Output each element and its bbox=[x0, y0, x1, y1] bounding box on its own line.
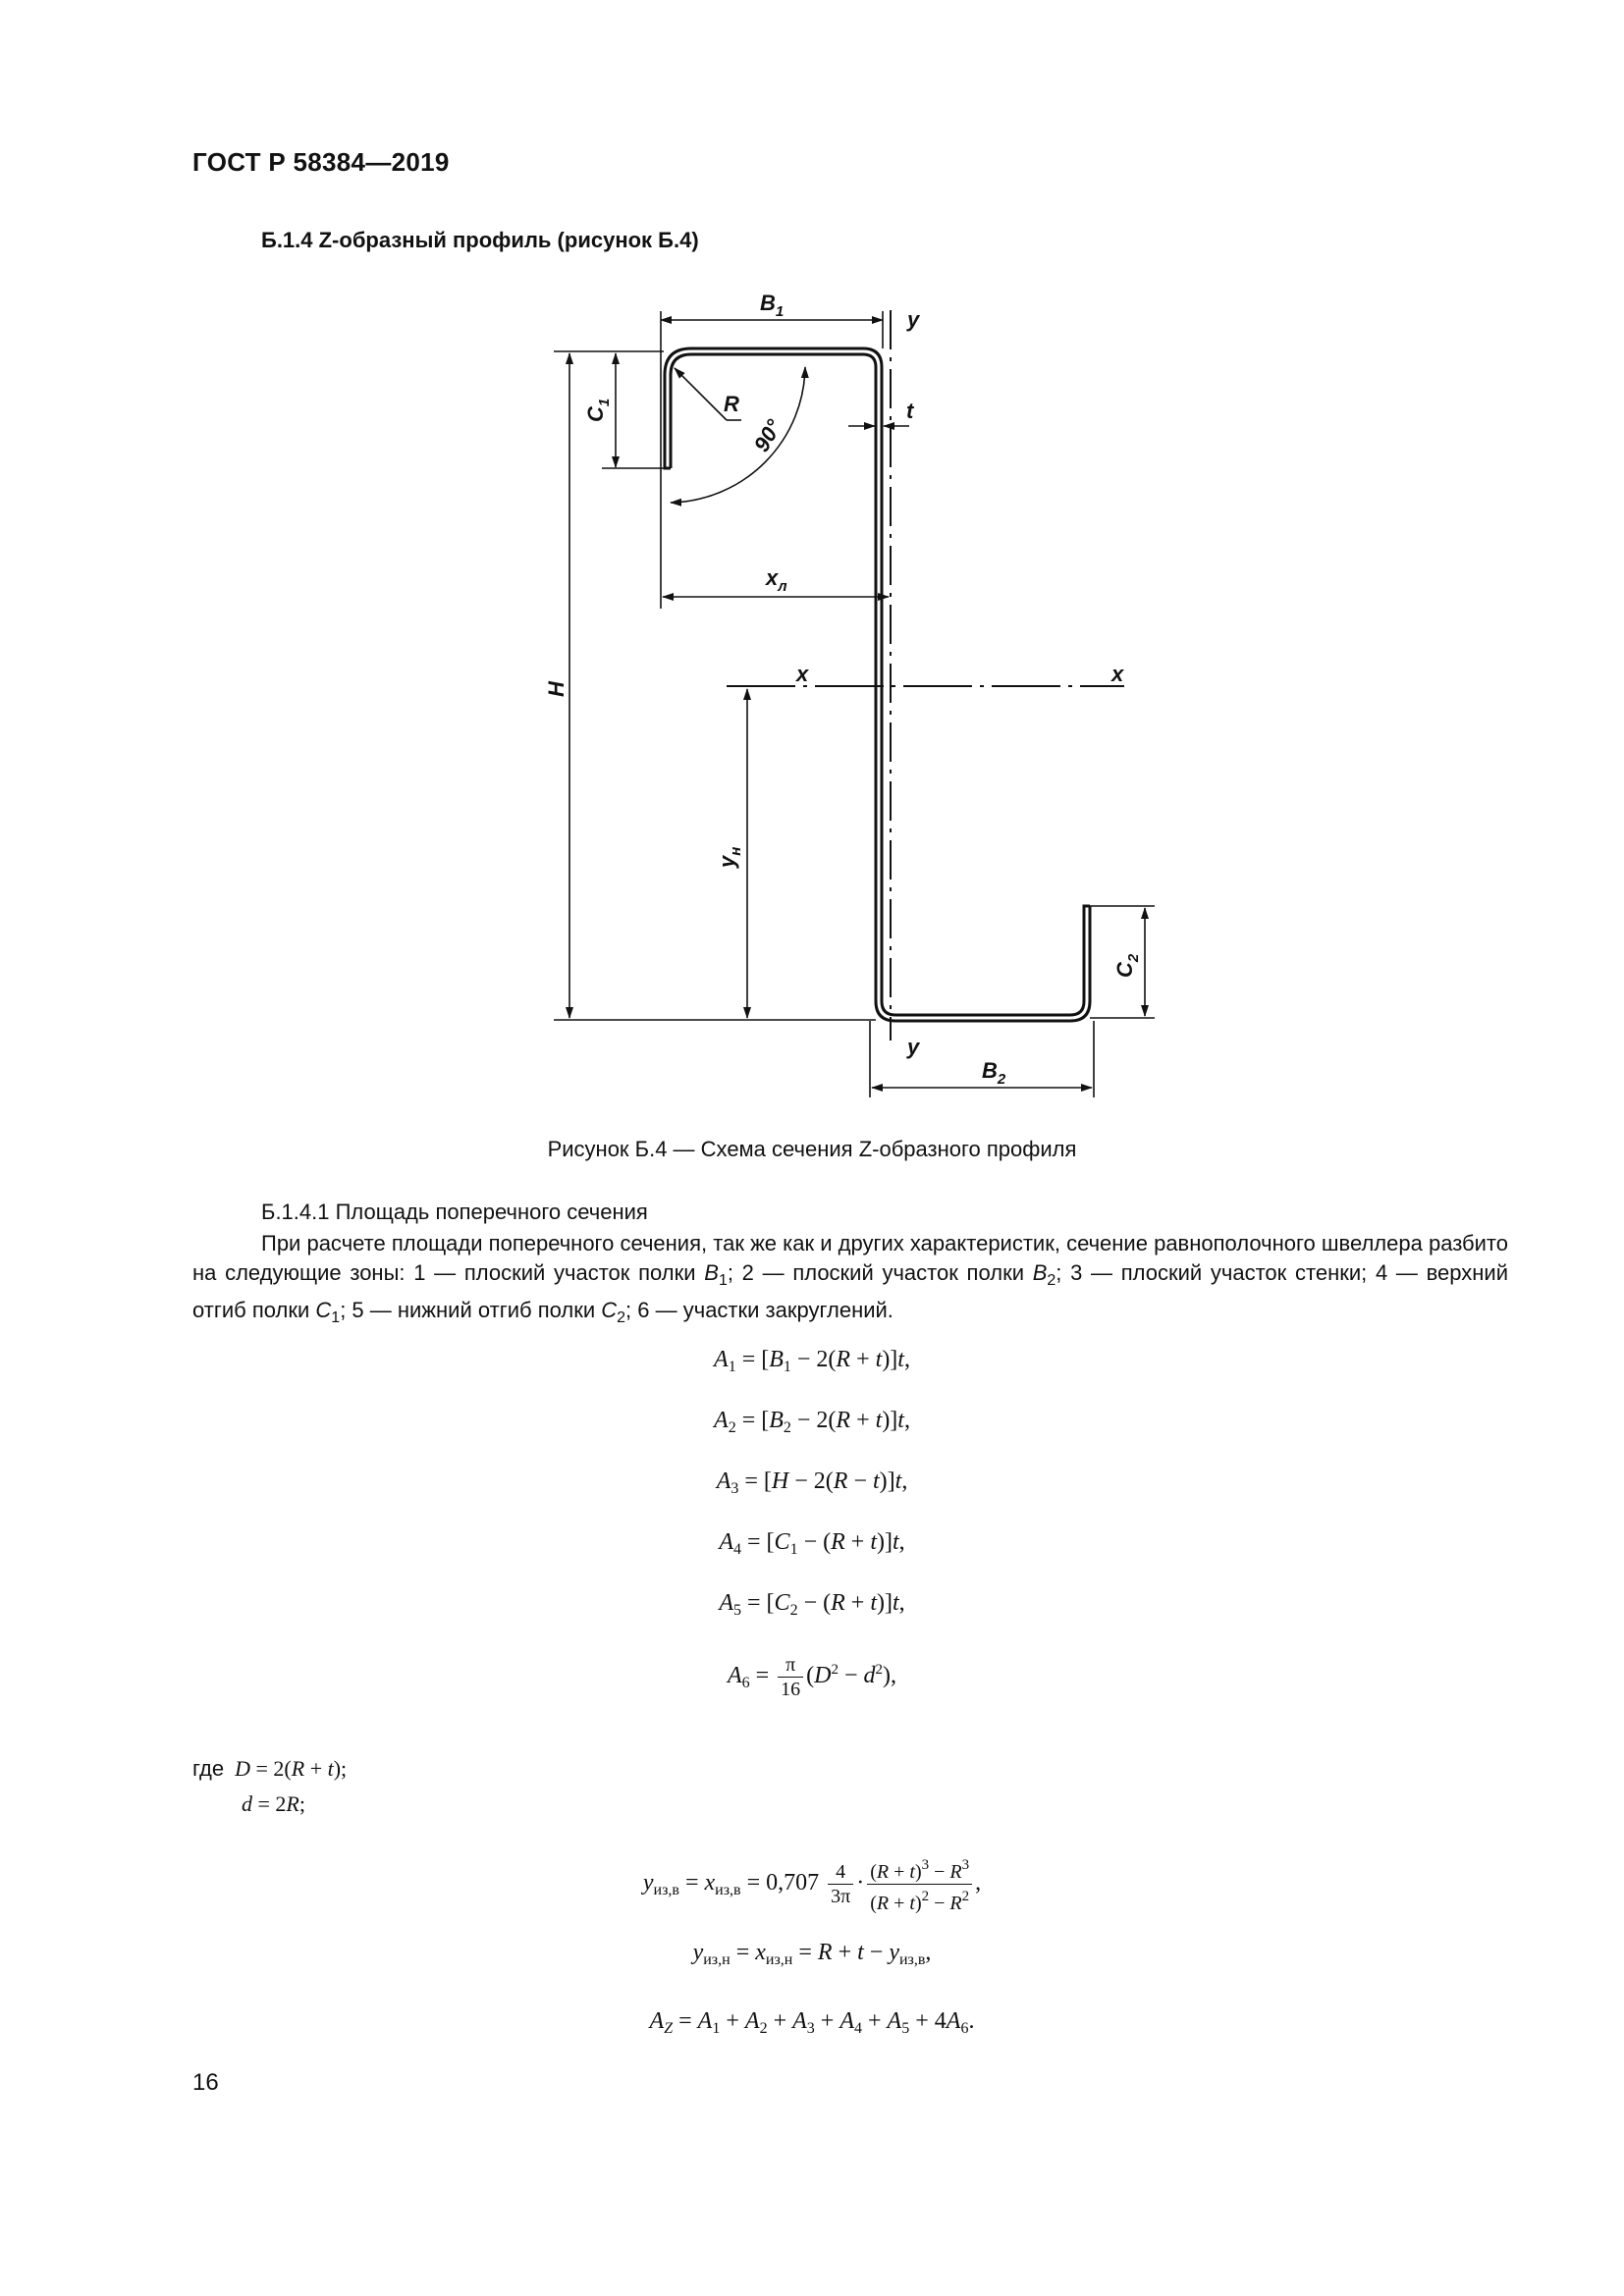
formula-a1: $A_1 = [B_1 - 2(R + t)]t$, bbox=[714, 1347, 910, 1375]
label-r: R bbox=[724, 392, 739, 416]
angle-arc bbox=[671, 367, 805, 503]
body-paragraph: При расчете площади поперечного сечения, так же как и других характеристик, сечение равнополочного швеллера разбито на следующие зоны: 1 — плоский участок полки $B_1$; 2 — плоский участок полки $B_2$; 3 — плоский участок стенки; 4 — верхний отгиб полки $C_1$; 5 — нижний отгиб полки $C_2$; 6 — участки закруглений. bbox=[192, 1231, 1508, 1326]
label-c1: $C_1$ bbox=[583, 398, 613, 422]
formula-a6: $A_6$ = $\frac{\pi}{16}$ $(D^2 - d^2)$, bbox=[727, 1654, 897, 1700]
label-y-top: y bbox=[907, 307, 920, 332]
figure-caption: Рисунок Б.4 — Схема сечения Z-образного профиля bbox=[547, 1137, 1077, 1161]
label-y-bottom: y bbox=[907, 1035, 920, 1059]
formula-a4: $A_4 = [C_1 - (R + t)]t$, bbox=[719, 1529, 905, 1558]
where-block: где D = 2(R + t); d = 2R; bbox=[192, 1756, 348, 1816]
formula-yizn: $y_{из,н} = x_{из,н} = R + t - y_{из,в}$, bbox=[692, 1940, 932, 1968]
section-title: Б.1.4 Z-образный профиль (рисунок Б.4) bbox=[261, 228, 699, 252]
formula-a5: $A_5 = [C_2 - (R + t)]t$, bbox=[719, 1590, 905, 1619]
label-xl: $x_л$ bbox=[766, 565, 787, 595]
profile-outline bbox=[665, 348, 1090, 1021]
formula-yizv: $y_{из,в} = x_{из,в} = 0,707$ $\frac{4}{3\pi}$ · $\frac{(R + t)^3 - R^3}{(R + t)^2 - R^2}$ , bbox=[0, 1853, 1624, 1915]
label-yn: $y_н$ bbox=[715, 846, 744, 868]
label-b2: $B_2$ bbox=[982, 1058, 1006, 1088]
formula-az: $A_Z = A_1 + A_2 + A_3 + A_4 + A_5 + 4A_6$. bbox=[649, 2008, 975, 2037]
dim-r bbox=[675, 368, 727, 420]
label-t: t bbox=[906, 399, 914, 423]
z-profile-figure bbox=[0, 0, 1624, 1109]
label-c2: $C_2$ bbox=[1112, 953, 1142, 978]
label-b1: $B_1$ bbox=[760, 291, 785, 320]
document-header: ГОСТ Р 58384—2019 bbox=[192, 147, 450, 177]
formula-a2: $A_2 = [B_2 - 2(R + t)]t$, bbox=[714, 1408, 910, 1436]
label-angle: 90° bbox=[748, 415, 786, 456]
label-x-left: x bbox=[796, 662, 809, 686]
subsection-heading: Б.1.4.1 Площадь поперечного сечения bbox=[261, 1200, 648, 1224]
label-h: H bbox=[544, 681, 568, 697]
page-number: 16 bbox=[192, 2069, 219, 2096]
label-x-right: x bbox=[1111, 662, 1124, 686]
formula-a3: $A_3 = [H - 2(R - t)]t$, bbox=[716, 1468, 908, 1497]
